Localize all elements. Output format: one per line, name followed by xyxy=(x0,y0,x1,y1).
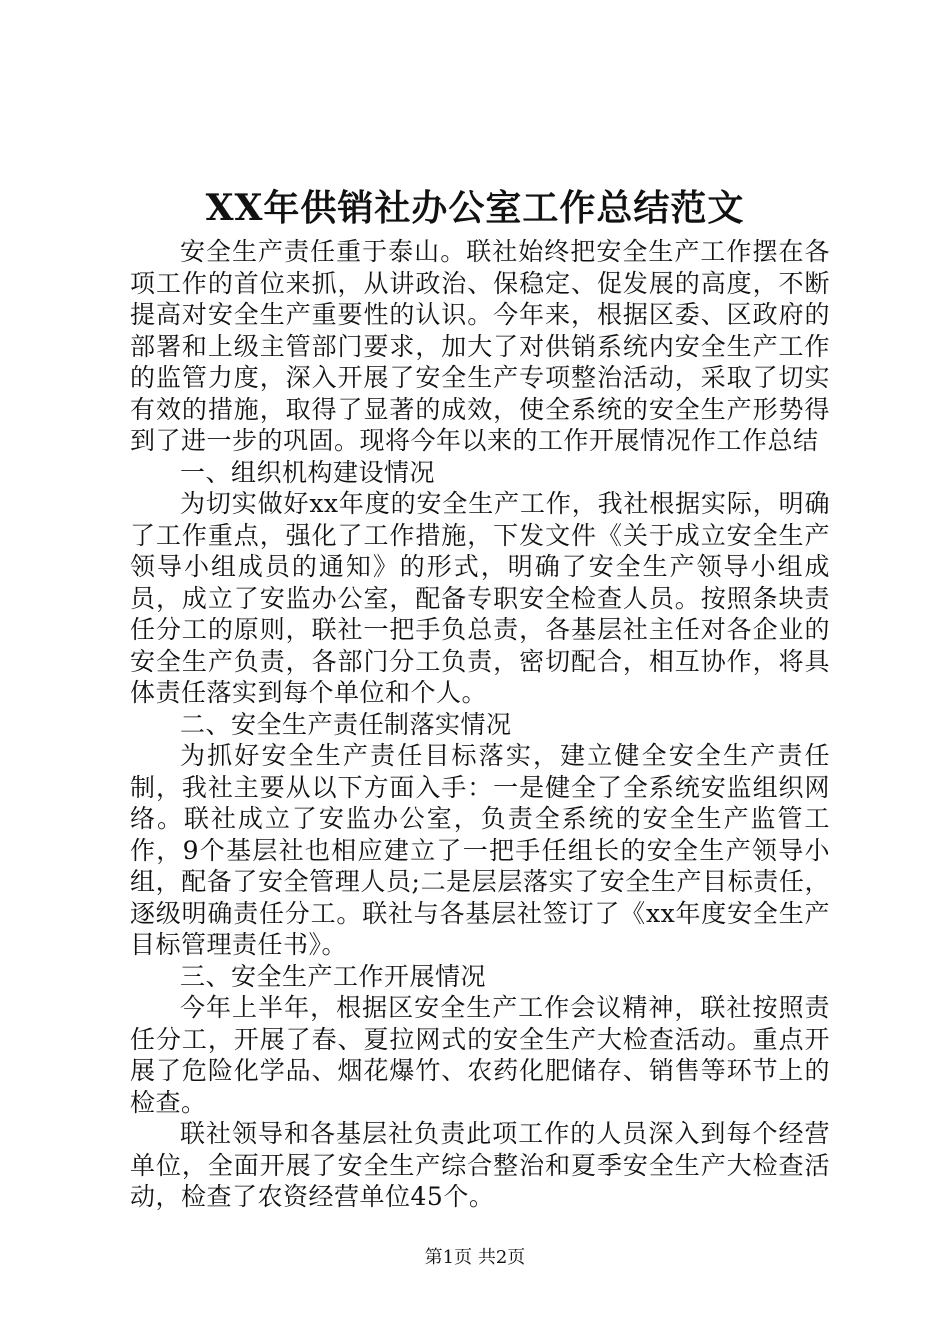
document-title: XX年供销社办公室工作总结范文 xyxy=(205,187,745,229)
section-3-paragraph-1: 今年上半年，根据区安全生产工作会议精神，联社按照责任分工，开展了春、夏拉网式的安全生产大检查活动。重点开展了危险化学品、烟花爆竹、农药化肥储存、销售等环节上的检查。 xyxy=(130,993,830,1117)
section-heading-2: 二、安全生产责任制落实情况 xyxy=(180,709,512,739)
section-2-paragraph: 为抓好安全生产责任目标落实，建立健全安全生产责任制，我社主要从以下方面入手：一是健全了全系统安监组织网络。联社成立了安监办公室，负责全系统的安全生产监管工作，9个基层社也相应建立了一把手任组长的安全生产领导小组，配备了安全管理人员;二是层层落实了安全生产目标责任，逐级明确责任分工。联社与各基层社签订了《xx年度安全生产目标管理责任书》。 xyxy=(130,741,830,959)
intro-paragraph: 安全生产责任重于泰山。联社始终把安全生产工作摆在各项工作的首位来抓，从讲政治、保稳定、促发展的高度，不断提高对安全生产重要性的认识。今年来，根据区委、区政府的部署和上级主管部门要求，加大了对供销系统内安全生产工作的监管力度，深入开展了安全生产专项整治活动，采取了切实有效的措施，取得了显著的成效，使全系统的安全生产形势得到了进一步的巩固。现将今年以来的工作开展情况作工作总结 xyxy=(130,237,830,455)
section-1-paragraph: 为切实做好xx年度的安全生产工作，我社根据实际，明确了工作重点，强化了工作措施，下发文件《关于成立安全生产领导小组成员的通知》的形式，明确了安全生产领导小组成员，成立了安监办公室，配备专职安全检查人员。按照条块责任分工的原则，联社一把手负总责，各基层社主任对各企业的安全生产负责，各部门分工负责，密切配合，相互协作，将具体责任落实到每个单位和个人。 xyxy=(130,489,830,707)
document-body xyxy=(130,236,830,1213)
page-footer: 第1页 共2页 xyxy=(424,1247,526,1268)
section-heading-3: 三、安全生产工作开展情况 xyxy=(180,961,487,991)
section-3-paragraph-2: 联社领导和各基层社负责此项工作的人员深入到每个经营单位，全面开展了安全生产综合整治和夏季安全生产大检查活动，检查了农资经营单位45个。 xyxy=(130,1119,830,1211)
section-heading-1: 一、组织机构建设情况 xyxy=(180,457,436,487)
